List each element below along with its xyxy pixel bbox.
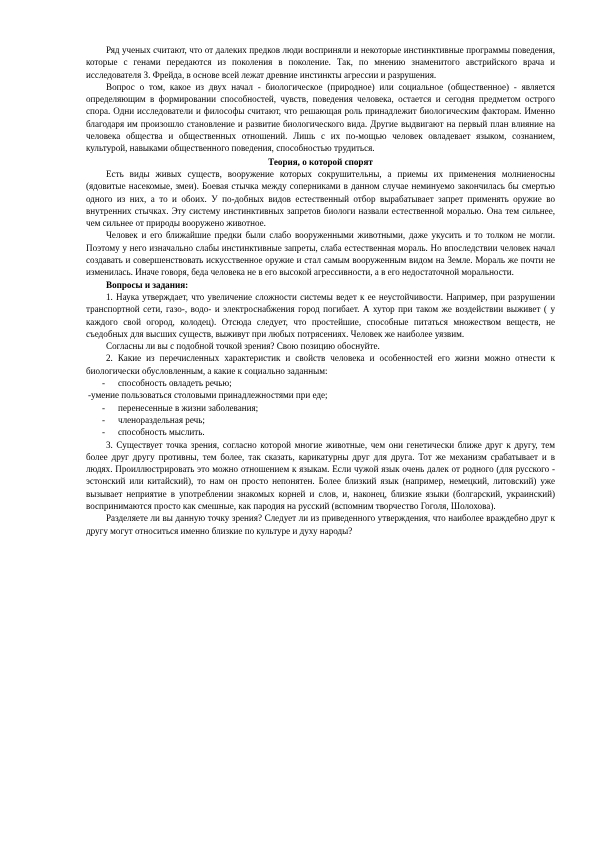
intro-paragraph-1: Ряд ученых считают, что от далеких предков люди восприняли и некоторые инстинктивные программы поведения, которые с генами передаются из поколения в поколение. Так, по мнению знаменитого австрийского врача и исследователя З. Фрейда, в основе всей лежат древние инстинкты агрессии и разрушения.: [86, 45, 555, 80]
question-3: 3. Существует точка зрения, согласно которой многие животные, чем они генетически ближе друг к другу, тем более друг другу противны, тем более, так сказать, карикатурны друг для друга. Тот же механизм срабатывает и в людях. Проиллюстрировать это можно отношением к языкам. Если чужой язык очень далек от родного (для русского - эстонский или китайский), то нам он просто непонятен. Более близкий язык (например, немецкий, литовский) уже вызывает неприятие в употреблении знакомых корней и слов, и, наконец, близкие языки (болгарский, украинский) воспринимаются просто как смешные, как пародия на русский (вспомним творчество Гоголя, Шолохова).: [86, 439, 555, 511]
theory-paragraph-2: Человек и его ближайшие предки были слабо вооруженными животными, даже укусить и то толком не могли. Поэтому у него изначально слабы инстинктивные запреты, слаба естественная мораль. Но впоследствии человек начал создавать и совершенствовать искусственное оружие и стал самым вооруженным видом на Земле. Мораль же почти не изменилась. Иначе говоря, беда человека не в его высокой агрессивности, а в его недостаточной моральности.: [86, 230, 555, 278]
list-item: - членораздельная речь;: [86, 414, 555, 426]
question-1: 1. Наука утверждает, что увеличение сложности системы ведет к ее неустойчивости. Например, при разрушении транспортной сети, газо-, водо- и электроснабжения город погибает. А хутор при таком же воздействии выживет ( у каждого свой огород, колодец). Отсюда следует, что простейшие, способные питаться множеством веществ, не съедобных для высших существ, выживут при любых потрясениях. Человек же наиболее уязвим.: [86, 291, 555, 339]
document-page: [86, 44, 555, 537]
list-item: - способность овладеть речью;: [86, 377, 555, 389]
list-item: - способность мыслить.: [86, 426, 555, 438]
list-item: - перенесенные в жизни заболевания;: [86, 402, 555, 414]
list-item: -умение пользоваться столовыми принадлежностями при еде;: [88, 390, 328, 401]
section-title: Теория, о которой спорят: [268, 156, 373, 167]
question-2: 2. Какие из перечисленных характеристик и свойств человека и особенностей его жизни можно отнести к биологически обусловленным, а какие к социально заданным:: [86, 353, 555, 376]
intro-paragraph-2: Вопрос о том, какое из двух начал - биологическое (природное) или социальное (общественное) - является определяющим в формировании способностей, чувств, поведения человека, остается и сегодня предметом острого спора. Одни исследователи и философы считают, что решающая роль принадлежит биологическим факторам. Именно благодаря им произошло становление и развитие биологического вида. Другие выдвигают на первый план влияние на человека общества и общественных отношений. Лишь с их по-мощью человек овладевает языком, сознанием, культурой, навыками общественного поведения, способностью трудиться.: [86, 81, 555, 154]
question-2-list: [86, 377, 555, 438]
question-1-follow: Согласны ли вы с подобной точкой зрения? Свою позицию обоснуйте.: [106, 341, 380, 352]
questions-title: Вопросы и задания:: [106, 279, 189, 290]
theory-paragraph-1: Есть виды живых существ, вооружение которых сокрушительны, а приемы их применения молниеносны (ядовитые насекомые, змеи). Боевая стычка между соперниками в данном случае неминуемо закончилась бы смертью одного из них, а то и обоих. У по-добных видов естественный отбор вырабатывает запрет применять оружие во внутренних стычках. Эту систему инстинктивных запретов биологи назвали естественной моралью. Она тем сильнее, чем сильнее от природы вооружено животное.: [86, 168, 555, 229]
question-3-follow: Разделяете ли вы данную точку зрения? Следует ли из приведенного утверждения, что наиболее враждебно друг к другу могут относиться именно близкие по культуре и духу народы?: [86, 513, 555, 536]
